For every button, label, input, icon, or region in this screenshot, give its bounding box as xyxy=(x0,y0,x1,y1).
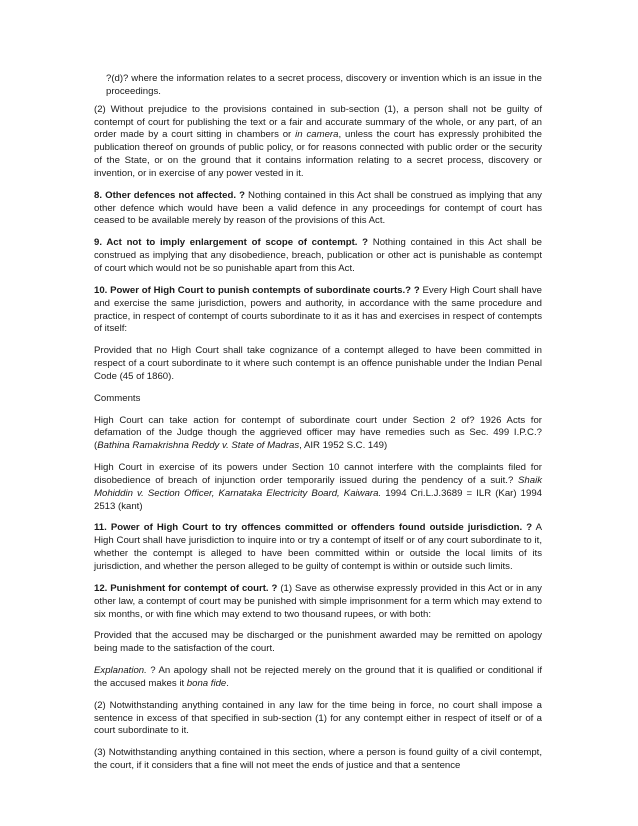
clause-d xyxy=(94,73,542,99)
section-heading: 11. Power of High Court to try offences committed or offenders found outside jurisdiction. ? xyxy=(94,522,533,534)
text-run: A High Court shall have jurisdiction to inquire into or try a contempt of itself or of any court subordinate to it, whether the contempt is alleged to have been committed within or outside the local limits of its jurisdiction, and whether the person alleged to be guilty of contempt is within or outside such limits. xyxy=(94,522,542,572)
text-run: , unless the court has expressly prohibited the publication thereof on grounds of public policy, or for reasons connected with public order or the security of the State, or on the ground that it contains information relating to a secret process, discovery or invention, or in exercise of any power vested in it. xyxy=(94,129,542,179)
text-run: Every High Court shall have and exercise the same jurisdiction, powers and authority, in accordance with the same procedure and practice, in respect of contempt of courts subordinate to it as it has and exercises in respect of contempts of itself: xyxy=(94,284,543,335)
text-run: , AIR 1952 S.C. 149) xyxy=(299,440,388,452)
section-heading: 12. Punishment for contempt of court. ? xyxy=(94,582,278,594)
text-run: Provided that the accused may be discharged or the punishment awarded may be remitted on apology being made to the satisfaction of the court. xyxy=(94,630,542,655)
section-heading: 8. Other defences not affected. ? xyxy=(94,189,245,201)
section-12-proviso xyxy=(94,630,542,656)
section-heading: 9. Act not to imply enlargement of scope of contempt. ? xyxy=(94,237,369,249)
text-run: (2) Notwithstanding anything contained in any law for the time being in force, no court shall impose a sentence in excess of that specified in sub-section (1) for any contempt either in respect of itself or of a court subordinate to it. xyxy=(94,699,542,737)
section-10-proviso xyxy=(94,345,542,384)
section-8 xyxy=(94,190,542,229)
text-run: High Court can take action for contempt of subordinate court under Section 2 of? 1926 Acts for defamation of the Judge though the aggrieved officer may have remedies such as Sec. 499 I.P.C.? ( xyxy=(94,414,542,452)
text-run: (2) Without prejudice to the provisions contained in sub-section (1), a person shall not be guilty of contempt of court for publishing the text or a fair and accurate summary of the whole, or any part, of an order made by a court sitting in chambers or xyxy=(94,103,542,141)
text-run: (1) Save as otherwise expressly provided in this Act or in any other law, a contempt of court may be punished with simple imprisonment for a term which may extend to six months, or with fine which may extend to two thousand rupees, or with both: xyxy=(94,582,542,620)
text-run: Comments xyxy=(94,392,141,404)
comments-heading xyxy=(94,393,542,406)
subsection-2-publication xyxy=(94,104,542,181)
comment-1 xyxy=(94,415,542,454)
italic-term: bona fide xyxy=(186,677,227,689)
text-run: Provided that no High Court shall take cognizance of a contempt alleged to have been committed in respect of a court subordinate to it where such contempt is an offence punishable under the Indian Penal Code (45 of 1860). xyxy=(94,345,542,382)
section-12-subsection-2 xyxy=(94,700,542,739)
comment-2 xyxy=(94,462,542,513)
explanation xyxy=(94,665,542,691)
text-run: 1994 Cri.L.J.3689 = ILR (Kar) 1994 2513 (kant) xyxy=(94,487,542,512)
text-run: ? An apology shall not be rejected merely on the ground that it is qualified or conditional if the accused makes it xyxy=(94,665,542,689)
section-11 xyxy=(94,522,542,573)
text-run: (3) Notwithstanding anything contained in this section, where a person is found guilty of a civil contempt, the court, if it considers that a fine will not meet the ends of justice and that a sentence xyxy=(94,747,542,772)
section-heading: 10. Power of High Court to punish contempts of subordinate courts.? ? xyxy=(94,284,420,296)
text-run: High Court in exercise of its powers under Section 10 cannot interfere with the complaints filed for disobedience of breach of injunction order temporarily issued during the pendency of a suit.? xyxy=(94,462,542,486)
text-run: Nothing contained in this Act shall be construed as implying that any disobedience, breach, publication or other act is punishable as contempt of court which would not be so punishable apart from this Act. xyxy=(94,237,543,274)
section-12-subsection-3 xyxy=(94,747,542,773)
text-run: . xyxy=(226,677,229,689)
case-citation: Shaik Mohiddin v. Section Officer, Karnataka Electricity Board, Kaiwara. xyxy=(94,474,542,499)
section-12 xyxy=(94,583,542,622)
section-9 xyxy=(94,237,542,276)
case-citation: Bathina Ramakrishna Reddy v. State of Madras xyxy=(97,440,300,452)
italic-term: in camera xyxy=(295,129,339,141)
explanation-label: Explanation. xyxy=(94,665,147,677)
section-10 xyxy=(94,285,542,336)
text-run: Nothing contained in this Act shall be construed as implying that any other defence which would have been a valid defence in any proceedings for contempt of court has ceased to be available merely by reason of the provisions of this Act. xyxy=(94,189,542,227)
text-run: ?(d)? where the information relates to a secret process, discovery or invention which is an issue in the proceedings. xyxy=(106,73,542,97)
